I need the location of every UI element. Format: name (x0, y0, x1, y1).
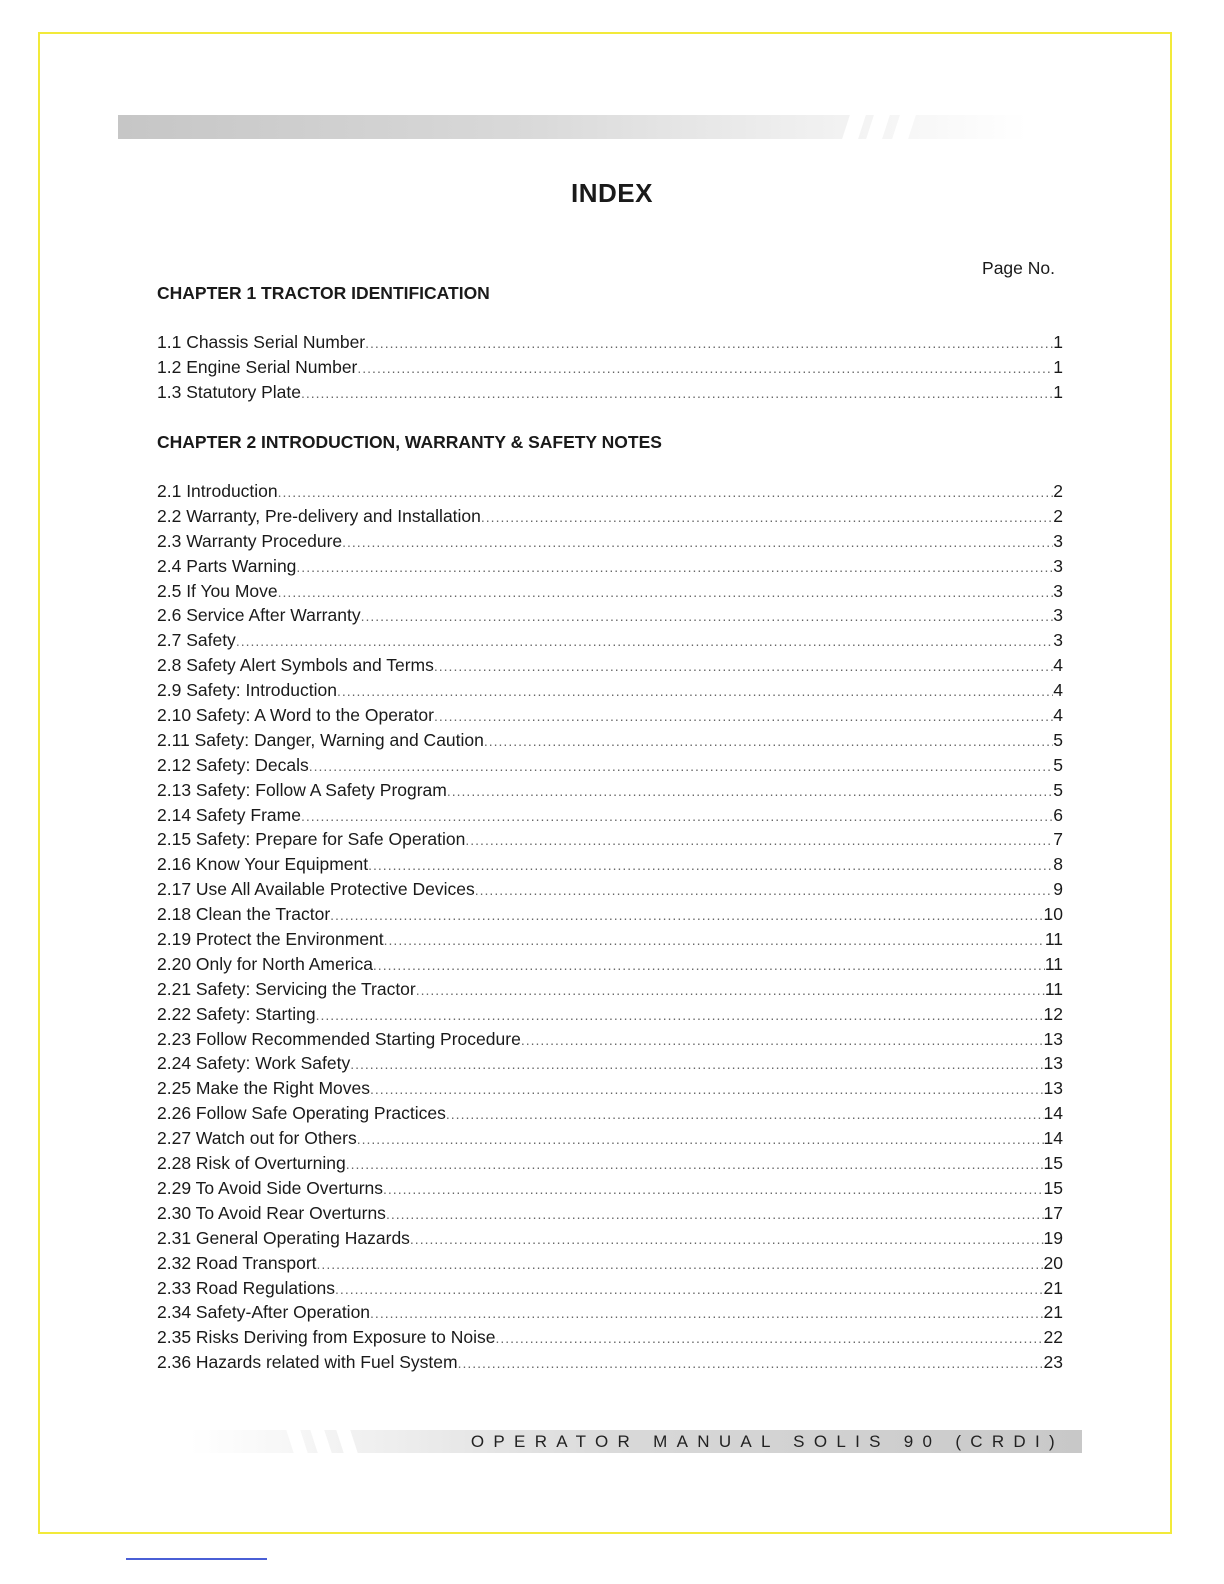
toc-entry-page: 22 (1043, 1327, 1063, 1348)
toc-entry-page: 3 (1053, 530, 1063, 551)
toc-entry[interactable] (157, 556, 1063, 581)
dot-leader (383, 1181, 1044, 1197)
toc-entry-label: 2.2 Warranty, Pre-delivery and Installation (157, 505, 481, 526)
dot-leader (335, 1281, 1043, 1297)
toc-entry-label: 2.24 Safety: Work Safety (157, 1053, 351, 1074)
toc-entry[interactable] (157, 1203, 1063, 1228)
link-underline[interactable] (126, 1558, 267, 1560)
toc-entry-page: 11 (1044, 929, 1063, 950)
toc-entry[interactable] (157, 1228, 1063, 1253)
toc-entry-page: 19 (1043, 1227, 1063, 1248)
toc-entry-label: 2.5 If You Move (157, 580, 278, 601)
dot-leader (484, 733, 1053, 749)
toc-entry-label: 2.16 Know Your Equipment (157, 854, 369, 875)
toc-entry-page: 11 (1044, 953, 1063, 974)
dot-leader (373, 957, 1045, 973)
dot-leader (357, 360, 1053, 376)
toc-entry-label: 2.29 To Avoid Side Overturns (157, 1177, 384, 1198)
toc-entry[interactable] (157, 1004, 1063, 1029)
dot-leader (350, 1056, 1043, 1072)
toc-entry-label: 2.9 Safety: Introduction (157, 680, 337, 701)
toc-entry-label: 1.2 Engine Serial Number (157, 356, 358, 377)
toc-entry-page: 14 (1043, 1103, 1063, 1124)
band-slash (336, 1430, 357, 1453)
toc-entry-page: 5 (1053, 729, 1063, 750)
toc-entry-page: 1 (1053, 332, 1063, 352)
dot-leader (475, 882, 1054, 898)
toc-entry[interactable] (157, 979, 1063, 1004)
toc-entry[interactable] (157, 904, 1063, 929)
toc-entry-label: 2.10 Safety: A Word to the Operator (157, 705, 434, 726)
toc-entry[interactable] (157, 954, 1063, 979)
toc-entry-label: 2.32 Road Transport (157, 1252, 317, 1273)
toc-entry[interactable] (157, 1178, 1063, 1203)
page-title: INDEX (571, 178, 653, 208)
toc-entry-page: 1 (1053, 356, 1063, 377)
dot-leader (446, 1106, 1044, 1122)
toc-entry-page: 3 (1053, 580, 1063, 601)
toc-entry[interactable] (157, 1103, 1063, 1128)
toc-entry[interactable] (157, 1029, 1063, 1054)
dot-leader (434, 708, 1053, 724)
toc-entry-label: 2.36 Hazards related with Fuel System (157, 1352, 458, 1373)
toc-entry-page: 21 (1043, 1302, 1063, 1323)
dot-leader (317, 1256, 1044, 1272)
toc-entry-label: 2.13 Safety: Follow A Safety Program (157, 779, 447, 800)
band-slash (866, 115, 890, 139)
dot-leader (361, 608, 1054, 624)
toc-entry-page: 20 (1043, 1252, 1063, 1273)
dot-leader (357, 1131, 1044, 1147)
dot-leader (465, 832, 1053, 848)
toc-entry-page: 13 (1043, 1028, 1063, 1049)
toc-entry[interactable] (157, 655, 1063, 680)
dot-leader (410, 1231, 1044, 1247)
dot-leader (278, 584, 1054, 600)
toc-entry-label: 2.21 Safety: Servicing the Tractor (157, 978, 416, 999)
toc-entry[interactable] (157, 605, 1063, 630)
toc-entry-label: 2.27 Watch out for Others (157, 1128, 357, 1149)
dot-leader (342, 534, 1053, 550)
toc-entry[interactable] (157, 357, 1063, 382)
toc-entry-page: 2 (1053, 481, 1063, 501)
page-no-label: Page No. (982, 258, 1055, 278)
chapter-2-heading: CHAPTER 2 INTRODUCTION, WARRANTY & SAFETY NOTES (157, 432, 662, 452)
toc-entry-label: 2.4 Parts Warning (157, 555, 297, 576)
toc-entry[interactable] (157, 730, 1063, 755)
toc-entry-page: 17 (1043, 1202, 1063, 1223)
toc-entry-page: 21 (1043, 1277, 1063, 1298)
toc-entry-label: 2.33 Road Regulations (157, 1277, 336, 1298)
toc-entry[interactable] (157, 1053, 1063, 1078)
toc-entry-label: 2.31 General Operating Hazards (157, 1227, 410, 1248)
band-slash (842, 115, 866, 139)
toc-entry-label: 2.28 Risk of Overturning (157, 1153, 346, 1174)
toc-entry[interactable] (157, 1078, 1063, 1103)
dot-leader (301, 385, 1053, 401)
toc-entry[interactable] (157, 829, 1063, 854)
toc-entry[interactable] (157, 705, 1063, 730)
chapter-1-heading: CHAPTER 1 TRACTOR IDENTIFICATION (157, 283, 490, 303)
toc-entry[interactable] (157, 1253, 1063, 1278)
toc-entry[interactable] (157, 506, 1063, 531)
toc-entry[interactable] (157, 755, 1063, 780)
toc-entry-label: 2.12 Safety: Decals (157, 754, 309, 775)
toc-entry-label: 2.18 Clean the Tractor (157, 904, 331, 925)
dot-leader (370, 1305, 1043, 1321)
toc-entry[interactable] (157, 382, 1063, 407)
dot-leader (481, 509, 1053, 525)
footer-band (190, 1430, 1082, 1453)
footer-title: OPERATOR MANUAL SOLIS 90 (CRDI) (470, 1432, 1064, 1451)
toc-entry[interactable] (157, 581, 1063, 606)
band-slash (892, 115, 916, 139)
toc-entry-label: 2.35 Risks Deriving from Exposure to Noise (157, 1327, 496, 1348)
toc-entry-page: 7 (1053, 829, 1063, 850)
dot-leader (296, 559, 1053, 575)
dot-leader (386, 1206, 1044, 1222)
toc-entry[interactable] (157, 1352, 1063, 1377)
chapter-1-toc (157, 332, 1063, 407)
toc-entry-page: 13 (1043, 1078, 1063, 1099)
toc-entry[interactable] (157, 481, 1063, 506)
dot-leader (434, 658, 1053, 674)
dot-leader (521, 1032, 1044, 1048)
toc-entry-page: 4 (1053, 655, 1063, 676)
dot-leader (370, 1081, 1044, 1097)
toc-entry-page: 11 (1044, 978, 1063, 999)
dot-leader (236, 633, 1053, 649)
dot-leader (330, 907, 1043, 923)
toc-entry-page: 12 (1043, 1003, 1063, 1024)
toc-entry-page: 8 (1053, 854, 1063, 875)
toc-entry-label: 2.15 Safety: Prepare for Safe Operation (157, 829, 466, 850)
toc-entry[interactable] (157, 1327, 1063, 1352)
toc-entry[interactable] (157, 531, 1063, 556)
toc-entry-page: 15 (1043, 1177, 1063, 1198)
toc-entry-page: 15 (1043, 1153, 1063, 1174)
dot-leader (337, 683, 1053, 699)
dot-leader (447, 783, 1053, 799)
header-band (118, 115, 1028, 139)
toc-entry-label: 2.19 Protect the Environment (157, 929, 384, 950)
toc-entry-label: 2.6 Service After Warranty (157, 605, 361, 626)
toc-entry-label: 2.23 Follow Recommended Starting Procedure (157, 1028, 521, 1049)
toc-entry-label: 2.22 Safety: Starting (157, 1003, 316, 1024)
toc-entry-page: 14 (1043, 1128, 1063, 1149)
toc-entry-page: 4 (1053, 705, 1063, 726)
toc-entry-page: 10 (1043, 904, 1063, 925)
dot-leader (365, 335, 1053, 351)
band-slash (310, 1430, 331, 1453)
dot-leader (416, 982, 1045, 998)
toc-entry[interactable] (157, 879, 1063, 904)
dot-leader (368, 857, 1053, 873)
toc-entry-label: 2.3 Warranty Procedure (157, 530, 343, 551)
toc-entry-page: 3 (1053, 555, 1063, 576)
dot-leader (301, 808, 1053, 824)
toc-entry-page: 5 (1053, 779, 1063, 800)
toc-entry[interactable] (157, 805, 1063, 830)
toc-entry-label: 2.25 Make the Right Moves (157, 1078, 371, 1099)
toc-entry-page: 6 (1053, 804, 1063, 825)
toc-entry-page: 5 (1053, 754, 1063, 775)
dot-leader (316, 1007, 1044, 1023)
toc-entry[interactable] (157, 1128, 1063, 1153)
toc-entry-label: 1.1 Chassis Serial Number (157, 332, 366, 352)
toc-entry-page: 2 (1053, 505, 1063, 526)
dot-leader (346, 1156, 1044, 1172)
toc-entry-label: 2.20 Only for North America (157, 953, 373, 974)
toc-entry-label: 2.8 Safety Alert Symbols and Terms (157, 655, 434, 676)
toc-entry-label: 2.17 Use All Available Protective Devices (157, 879, 475, 900)
toc-entry[interactable] (157, 780, 1063, 805)
toc-entry-page: 4 (1053, 680, 1063, 701)
toc-entry-page: 13 (1043, 1053, 1063, 1074)
toc-entry-label: 2.7 Safety (157, 630, 236, 651)
toc-entry-page: 9 (1053, 879, 1063, 900)
toc-entry[interactable] (157, 630, 1063, 655)
chapter-2-toc (157, 481, 1063, 1377)
dot-leader (309, 758, 1054, 774)
toc-entry[interactable] (157, 854, 1063, 879)
toc-entry[interactable] (157, 332, 1063, 357)
toc-entry-label: 1.3 Statutory Plate (157, 381, 301, 402)
dot-leader (384, 932, 1045, 948)
toc-entry[interactable] (157, 1153, 1063, 1178)
toc-entry[interactable] (157, 1278, 1063, 1303)
toc-entry-label: 2.1 Introduction (157, 481, 278, 501)
toc-entry-label: 2.30 To Avoid Rear Overturns (157, 1202, 386, 1223)
band-slash (286, 1430, 307, 1453)
toc-entry-label: 2.26 Follow Safe Operating Practices (157, 1103, 446, 1124)
dot-leader (458, 1355, 1044, 1371)
toc-entry-label: 2.14 Safety Frame (157, 804, 301, 825)
toc-entry-page: 1 (1053, 381, 1063, 402)
toc-entry-label: 2.34 Safety-After Operation (157, 1302, 371, 1323)
toc-entry-page: 23 (1043, 1352, 1063, 1373)
dot-leader (495, 1330, 1043, 1346)
toc-entry[interactable] (157, 680, 1063, 705)
toc-entry-page: 3 (1053, 630, 1063, 651)
toc-entry-page: 3 (1053, 605, 1063, 626)
toc-entry[interactable] (157, 1302, 1063, 1327)
toc-entry[interactable] (157, 929, 1063, 954)
toc-entry-label: 2.11 Safety: Danger, Warning and Caution (157, 729, 484, 750)
dot-leader (278, 484, 1054, 500)
